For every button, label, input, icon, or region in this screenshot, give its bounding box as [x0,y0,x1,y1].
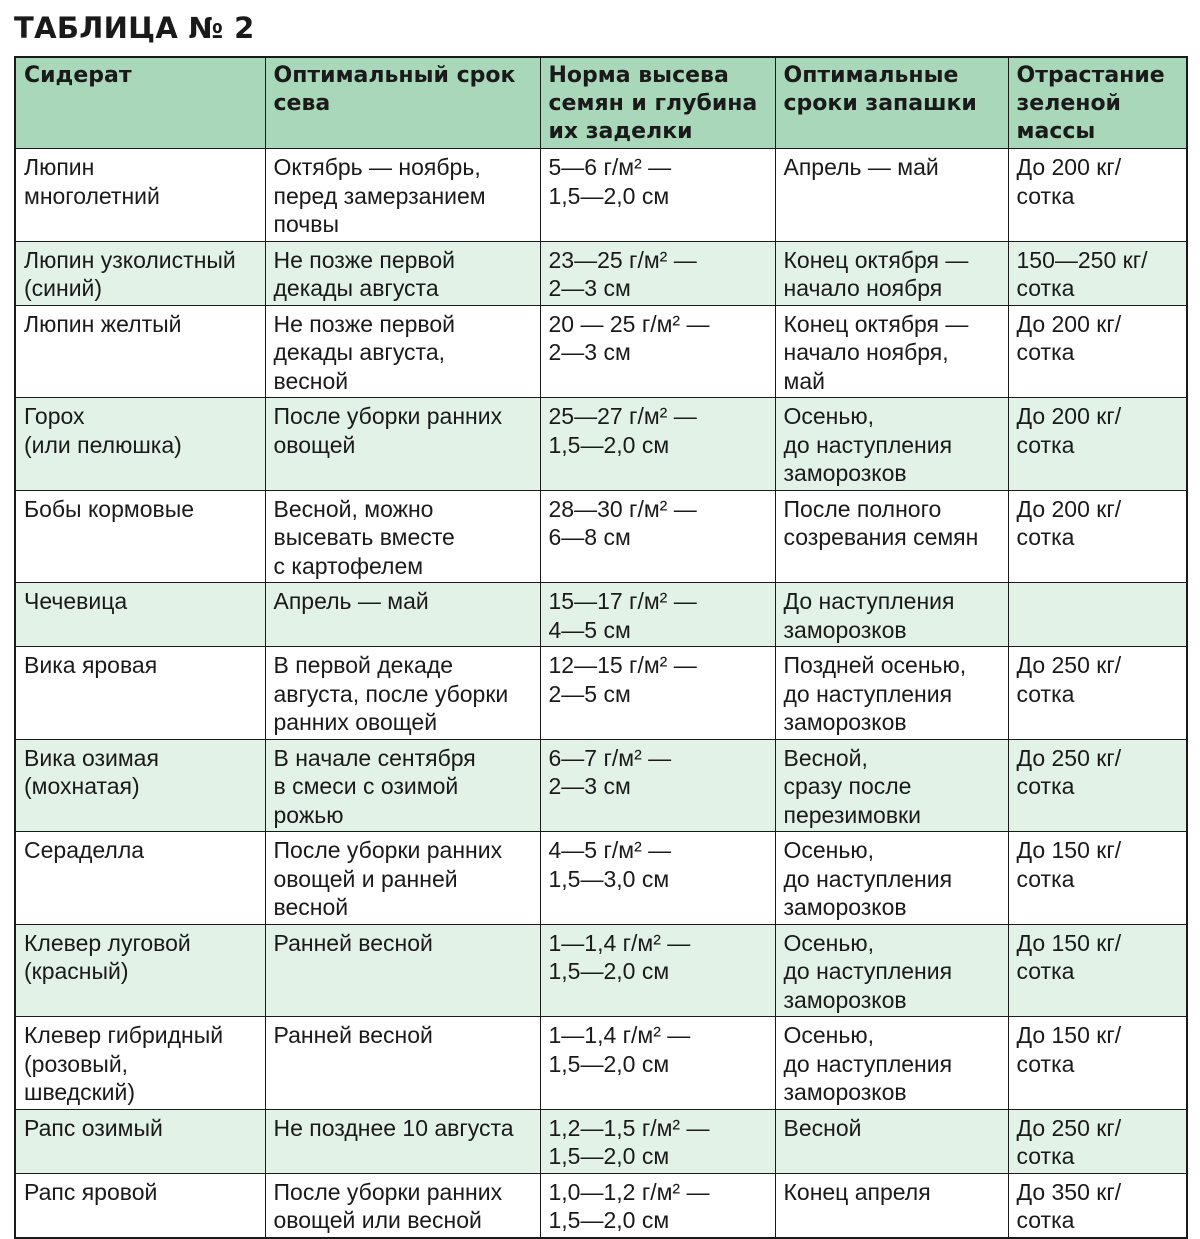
cell-green-mass: До 350 кг/ сотка [1008,1173,1187,1238]
cell-sowing-time: Ранней весной [265,924,540,1017]
cell-sowing-time: После уборки ранних овощей [265,398,540,491]
table-row [15,647,1187,740]
cell-green-mass: До 200 кг/ сотка [1008,398,1187,491]
cell-green-mass: До 250 кг/ сотка [1008,1109,1187,1173]
cell-seeding-rate: 15—17 г/м² — 4—5 см [540,583,775,647]
cell-plowing-time: Осенью, до наступления заморозков [775,1017,1008,1110]
page-title: ТАБЛИЦА № 2 [14,11,255,45]
cell-sowing-time: В начале сентября в смеси с озимой рожью [265,739,540,832]
cell-plowing-time: После полного созревания семян [775,490,1008,583]
cell-sowing-time: После уборки ранних овощей или весной [265,1173,540,1238]
cell-sowing-time: Ранней весной [265,1017,540,1110]
cell-siderat: Бобы кормовые [15,490,265,583]
table-header [15,57,1187,149]
cell-sowing-time: Не позже первой декады августа [265,241,540,305]
table-row [15,832,1187,925]
cell-plowing-time: Конец октября — начало ноября, май [775,305,1008,398]
cell-green-mass: До 150 кг/ сотка [1008,924,1187,1017]
cell-siderat: Чечевица [15,583,265,647]
table-row [15,241,1187,305]
cell-green-mass: До 200 кг/ сотка [1008,305,1187,398]
table-body [15,149,1187,1238]
cell-plowing-time: Осенью, до наступления заморозков [775,832,1008,925]
cell-plowing-time: Апрель — май [775,149,1008,242]
cell-sowing-time: Весной, можно высевать вместе с картофелем [265,490,540,583]
header-plowing-time: Оптимальные сроки запашки [775,57,1008,149]
header-siderat: Сидерат [15,57,265,149]
cell-siderat: Сераделла [15,832,265,925]
cell-siderat: Горох (или пелюшка) [15,398,265,491]
table-row [15,149,1187,242]
cell-seeding-rate: 23—25 г/м² — 2—3 см [540,241,775,305]
cell-siderat: Вика озимая (мохнатая) [15,739,265,832]
cell-green-mass [1008,583,1187,647]
cell-seeding-rate: 5—6 г/м² — 1,5—2,0 см [540,149,775,242]
cell-siderat: Клевер гибридный (розовый, шведский) [15,1017,265,1110]
cell-seeding-rate: 1—1,4 г/м² — 1,5—2,0 см [540,924,775,1017]
cell-seeding-rate: 1,2—1,5 г/м² — 1,5—2,0 см [540,1109,775,1173]
cell-seeding-rate: 25—27 г/м² — 1,5—2,0 см [540,398,775,491]
table-row [15,305,1187,398]
header-row [15,57,1187,149]
cell-green-mass: До 250 кг/ сотка [1008,739,1187,832]
green-manure-table [14,56,1188,1239]
cell-siderat: Рапс яровой [15,1173,265,1238]
cell-sowing-time: В первой декаде августа, после уборки ранних овощей [265,647,540,740]
header-green-mass: Отрастание зеленой массы [1008,57,1187,149]
cell-sowing-time: После уборки ранних овощей и ранней весной [265,832,540,925]
table-row [15,1017,1187,1110]
cell-green-mass: До 200 кг/ сотка [1008,490,1187,583]
cell-seeding-rate: 1—1,4 г/м² — 1,5—2,0 см [540,1017,775,1110]
cell-plowing-time: Конец октября — начало ноября [775,241,1008,305]
cell-siderat: Люпин желтый [15,305,265,398]
cell-siderat: Рапс озимый [15,1109,265,1173]
cell-sowing-time: Апрель — май [265,583,540,647]
cell-plowing-time: Весной [775,1109,1008,1173]
cell-green-mass: До 200 кг/ сотка [1008,149,1187,242]
cell-sowing-time: Не позже первой декады августа, весной [265,305,540,398]
table-row [15,924,1187,1017]
cell-plowing-time: Осенью, до наступления заморозков [775,398,1008,491]
cell-seeding-rate: 1,0—1,2 г/м² — 1,5—2,0 см [540,1173,775,1238]
cell-plowing-time: Конец апреля [775,1173,1008,1238]
cell-seeding-rate: 28—30 г/м² — 6—8 см [540,490,775,583]
cell-green-mass: 150—250 кг/ сотка [1008,241,1187,305]
cell-plowing-time: Весной, сразу после перезимовки [775,739,1008,832]
table-row [15,1173,1187,1238]
cell-sowing-time: Октябрь — ноябрь, перед замерзанием почвы [265,149,540,242]
cell-green-mass: До 250 кг/ сотка [1008,647,1187,740]
cell-siderat: Люпин узколистный (синий) [15,241,265,305]
cell-siderat: Клевер луговой (красный) [15,924,265,1017]
header-seeding-rate: Норма высева семян и глубина их заделки [540,57,775,149]
table-row [15,739,1187,832]
cell-seeding-rate: 6—7 г/м² — 2—3 см [540,739,775,832]
cell-seeding-rate: 20 — 25 г/м² — 2—3 см [540,305,775,398]
cell-seeding-rate: 4—5 г/м² — 1,5—3,0 см [540,832,775,925]
cell-green-mass: До 150 кг/ сотка [1008,1017,1187,1110]
header-sowing-time: Оптимальный срок сева [265,57,540,149]
cell-siderat: Вика яровая [15,647,265,740]
table-row [15,398,1187,491]
table-row [15,490,1187,583]
table-row [15,583,1187,647]
cell-green-mass: До 150 кг/ сотка [1008,832,1187,925]
cell-sowing-time: Не позднее 10 августа [265,1109,540,1173]
cell-plowing-time: До наступления заморозков [775,583,1008,647]
cell-seeding-rate: 12—15 г/м² — 2—5 см [540,647,775,740]
table-row [15,1109,1187,1173]
cell-plowing-time: Поздней осенью, до наступления заморозков [775,647,1008,740]
cell-plowing-time: Осенью, до наступления заморозков [775,924,1008,1017]
cell-siderat: Люпин многолетний [15,149,265,242]
